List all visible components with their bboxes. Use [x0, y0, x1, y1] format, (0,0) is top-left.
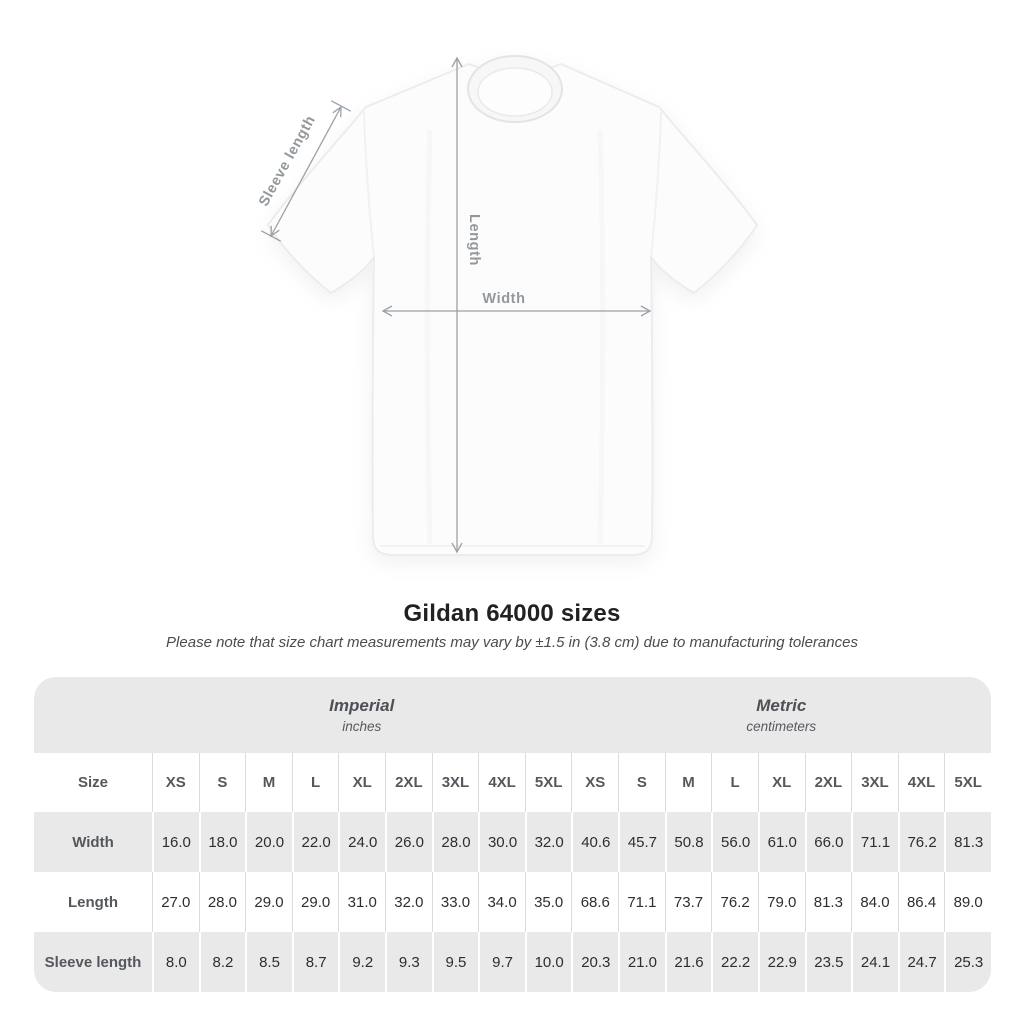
table-row-length [34, 872, 991, 932]
size-column-header: XL [758, 753, 805, 812]
size-value: 33.0 [432, 872, 479, 932]
table-row-sleeve-length [34, 932, 991, 992]
size-value: 10.0 [525, 932, 572, 992]
size-value: 16.0 [152, 812, 199, 872]
size-value: 31.0 [338, 872, 385, 932]
size-value: 66.0 [805, 812, 852, 872]
size-value: 40.6 [571, 812, 618, 872]
size-column-header: 2XL [385, 753, 432, 812]
size-value: 76.2 [711, 872, 758, 932]
size-value: 8.0 [152, 932, 199, 992]
size-value: 24.7 [898, 932, 945, 992]
size-value: 71.1 [851, 812, 898, 872]
size-value: 28.0 [432, 812, 479, 872]
row-label: Length [68, 893, 118, 911]
metric-group-unit: centimeters [746, 719, 817, 734]
length-label: Length [466, 214, 482, 266]
size-column-header: M [665, 753, 712, 812]
size-column-header: 3XL [432, 753, 479, 812]
size-value: 76.2 [898, 812, 945, 872]
size-value: 81.3 [805, 872, 852, 932]
size-value: 81.3 [944, 812, 991, 872]
size-header-label: Size [77, 774, 108, 791]
width-label: Width [482, 291, 526, 307]
tolerance-note: Please note that size chart measurements may vary by ±1.5 in (3.8 cm) due to manufacturing tolerances [166, 634, 858, 651]
size-value: 34.0 [478, 872, 525, 932]
imperial-group-name: Imperial [329, 696, 395, 715]
size-value: 32.0 [385, 872, 432, 932]
size-value: 56.0 [711, 812, 758, 872]
size-value: 79.0 [758, 872, 805, 932]
size-value: 25.3 [944, 932, 991, 992]
size-value: 22.0 [292, 812, 339, 872]
size-column-header: S [199, 753, 246, 812]
size-value: 21.6 [665, 932, 712, 992]
size-value: 9.7 [478, 932, 525, 992]
size-value: 22.2 [711, 932, 758, 992]
size-value: 27.0 [152, 872, 199, 932]
metric-group-header [572, 677, 992, 753]
table-row-width [34, 812, 991, 872]
size-value: 18.0 [199, 812, 246, 872]
size-value: 86.4 [898, 872, 945, 932]
size-column-header: 5XL [525, 753, 572, 812]
size-value: 24.0 [338, 812, 385, 872]
size-value: 24.1 [851, 932, 898, 992]
size-value: 21.0 [618, 932, 665, 992]
unit-group-header [34, 677, 991, 753]
size-value: 9.2 [338, 932, 385, 992]
size-column-header: M [245, 753, 292, 812]
row-label: Sleeve length [44, 953, 142, 971]
size-value: 8.5 [245, 932, 292, 992]
table-header-row [34, 753, 991, 812]
size-column-header: XS [571, 753, 618, 812]
size-value: 20.0 [245, 812, 292, 872]
size-value: 73.7 [665, 872, 712, 932]
size-value: 50.8 [665, 812, 712, 872]
size-value: 23.5 [805, 932, 852, 992]
size-value: 9.3 [385, 932, 432, 992]
size-value: 35.0 [525, 872, 572, 932]
size-value: 26.0 [385, 812, 432, 872]
size-column-header: L [292, 753, 339, 812]
collar [468, 56, 562, 122]
size-value: 8.7 [292, 932, 339, 992]
size-value: 28.0 [199, 872, 246, 932]
metric-group-name: Metric [756, 696, 807, 715]
imperial-group-unit: inches [342, 719, 382, 734]
size-value: 71.1 [618, 872, 665, 932]
imperial-group-header [152, 677, 572, 753]
size-value: 32.0 [525, 812, 572, 872]
size-value: 29.0 [245, 872, 292, 932]
size-value: 9.5 [432, 932, 479, 992]
size-chart-table [34, 677, 991, 992]
size-value: 29.0 [292, 872, 339, 932]
size-column-header: L [711, 753, 758, 812]
size-value: 61.0 [758, 812, 805, 872]
size-value: 22.9 [758, 932, 805, 992]
sleeve-length-label: Sleeve length [255, 112, 320, 210]
page-title: Gildan 64000 sizes [403, 600, 621, 627]
size-column-header: 2XL [805, 753, 852, 812]
size-column-header: 3XL [851, 753, 898, 812]
size-column-header: S [618, 753, 665, 812]
size-value: 84.0 [851, 872, 898, 932]
size-column-header: XL [338, 753, 385, 812]
size-column-header: 4XL [478, 753, 525, 812]
row-label: Width [72, 833, 114, 851]
size-value: 20.3 [571, 932, 618, 992]
size-value: 89.0 [944, 872, 991, 932]
size-value: 30.0 [478, 812, 525, 872]
size-column-header: 5XL [944, 753, 991, 812]
size-value: 45.7 [618, 812, 665, 872]
size-column-header: 4XL [898, 753, 945, 812]
size-column-header: XS [152, 753, 199, 812]
size-value: 8.2 [199, 932, 246, 992]
size-value: 68.6 [571, 872, 618, 932]
